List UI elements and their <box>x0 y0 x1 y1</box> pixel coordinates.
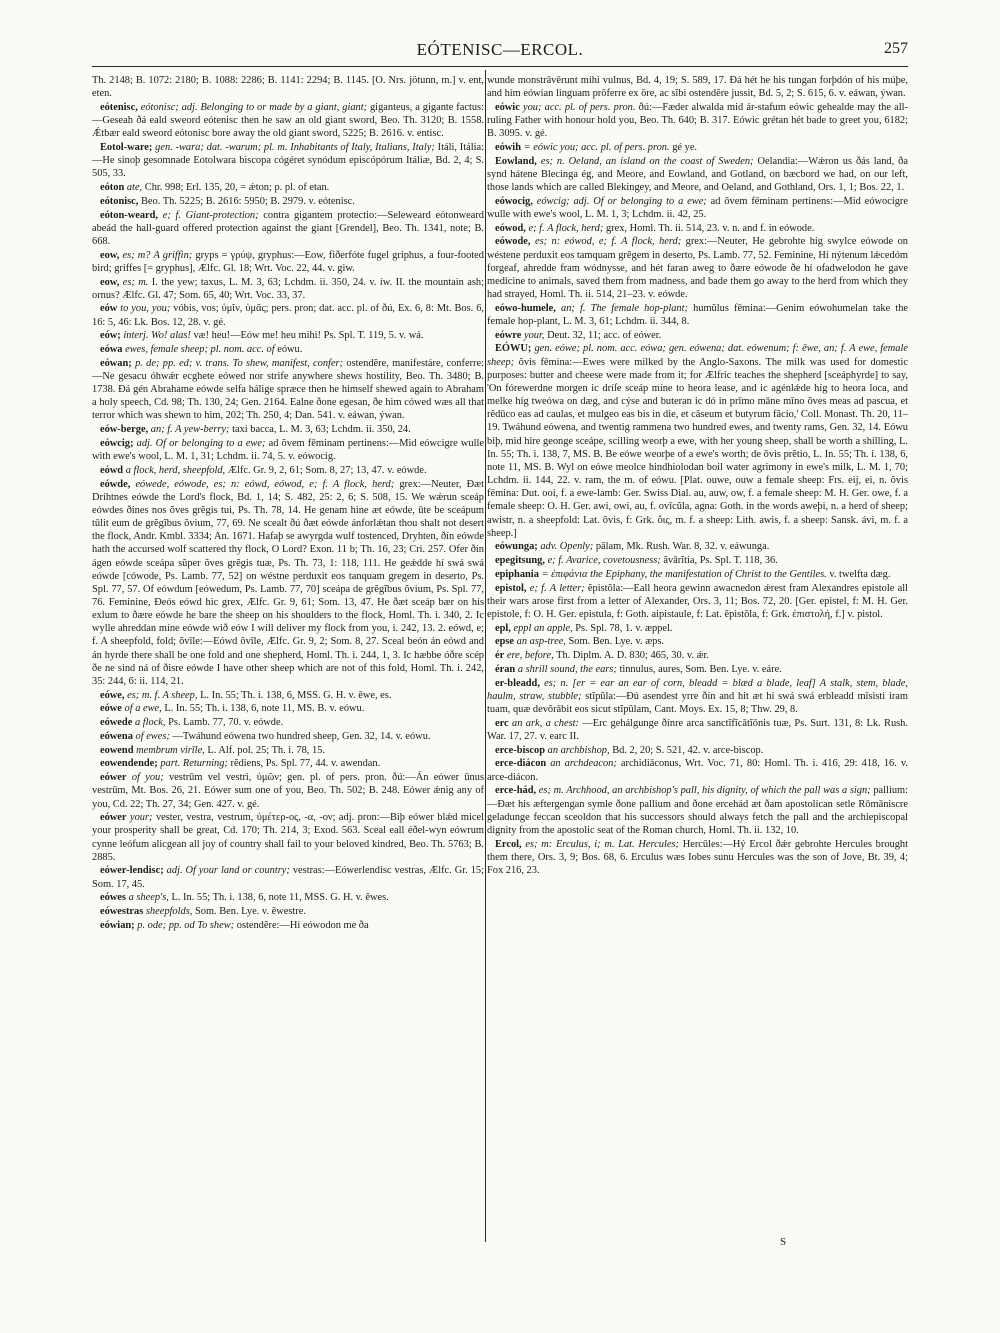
dictionary-entry <box>92 249 484 275</box>
dictionary-entry <box>487 302 908 328</box>
dictionary-entry <box>92 689 484 702</box>
entry-gloss: p. de; pp. ed; v. trans. To shew, manifest, confer; <box>135 357 344 369</box>
entry-gloss: of you; <box>131 772 164 784</box>
headword: epegitsung, <box>495 555 545 567</box>
entry-text: Th. Diplm. A. D. 830; 465, 30. v. ǽr. <box>556 650 709 662</box>
entry-gloss: of ewes; <box>135 730 170 742</box>
entry-text: vester, vestra, vestrum, ὑμέτερ-ος, -α, -ον; adj. pron:—Biþ eówer blǽd micel your prosperity shall be great, Cd. 170; Th. 214, 3; Exod. 563. Sceal eall éðel-wyn eówrum cynne leófum alicgean all joy of country shall fail to your beloved kindred, Beo. Th. 5763; B. 2885. <box>92 812 484 863</box>
entry-text: Th. 2148; B. 1072: 2180; B. 1088: 2286; B. 1141: 2294; B. 1145. [O. Nrs. jötunn, m.] v. ent, eten. <box>92 75 484 100</box>
entry-gloss: es; m. Archhood, an archbishop's pall, his dignity, of which the pall was a sign; <box>538 785 871 797</box>
entry-text: I. the yew; taxus, L. M. 3, 63; Lchdm. ii. 350, 24. v. íw. II. the mountain ash; ornus? Ælfc. Gl. 47; Som. 65, 40; Wrt. Voc. 33, 37. <box>92 276 484 301</box>
headword: eótenisc, <box>100 101 138 113</box>
dictionary-entry <box>487 744 908 757</box>
dictionary-entry <box>92 209 484 248</box>
headword: eów-berge, <box>100 424 149 436</box>
entry-text: v. twelfta dæg. <box>829 568 891 580</box>
entry-gloss: interj. Wo! alas! <box>123 330 191 342</box>
headword: eówer <box>100 772 127 784</box>
headword: eów; <box>100 330 121 342</box>
entry-text: ostendĕre, manifestáre, conferre:—Ne gesacu óhwǽr ecghete eówed nor strife anywhere shews hostility, Beo. Th. 3480; B. 1738. Ðá gén Abrahame eówde selfa hálige spræce then he himself shewed again to Abraham a holy speech, Cd. 98; Th. 130, 24; Gen. 2164. Ealne ðone egesan, ðe him cówed wæs all that terror which was shewn to him, 202; Th. 250, 4; Dan. 541. v. eáwan, ýwan. <box>92 357 484 422</box>
dictionary-entry <box>487 329 908 342</box>
entry-gloss: an ark, a chest: <box>512 717 579 729</box>
dictionary-entry <box>487 717 908 743</box>
dictionary-entry <box>487 342 908 539</box>
entry-gloss: sheepfolds, <box>145 906 193 918</box>
entry-text: L. In. 55; Th. i. 138, 6, note 11, MSS. G. H. v. ēwes. <box>171 892 389 904</box>
headword: eóton-weard, <box>100 209 159 221</box>
entry-text: ĕpistŏla:—Eall heora gewinn awacnedon ǽrest fram Alexandres epistole all their wars arose first from a letter of Alexander, Ors. 3, 11; Bos. 72, 20. [Ger. epistel, f: M. H. Ger. epistole, f: O. H. Ger. epistula, f: Goth. aipistaule, f: Lat. ĕpistŏla, f: Grk. ἐπιστολή, f.] v. pistol. <box>487 582 908 620</box>
left-column <box>92 74 484 1244</box>
dictionary-entry <box>92 357 484 423</box>
headword: Eowland, <box>495 155 537 167</box>
headword: eowendende; <box>100 758 158 770</box>
entry-gloss: a flock, herd, sheepfold, <box>125 464 226 476</box>
headword: erce-hád, <box>495 785 537 797</box>
entry-gloss: to you, you; <box>120 303 171 315</box>
page-number: 257 <box>884 40 908 57</box>
headword: eówunga; <box>495 541 538 553</box>
entry-text: tinnulus, aures, Som. Ben. Lye. v. eáre. <box>619 663 782 675</box>
dictionary-entry <box>487 554 908 567</box>
entry-text: —Erc gehálgunge ðínre arca sanctĭfĭcātĭōnis tuæ, Ps. Surt. 131, 8: Lk. Rush. War. 17, 27. v. earc II. <box>487 717 908 742</box>
entry-text: Chr. 998; Erl. 135, 20, = ǽton; p. pl. of etan. <box>144 182 330 194</box>
dictionary-entry <box>92 744 484 757</box>
dictionary-entry <box>92 101 484 140</box>
entry-gloss: eówede, eówode, es; n: eówd, eówod, e; f. A flock, herd; <box>135 478 395 490</box>
headword: erce-diácon <box>495 758 547 770</box>
entry-text: pālam, Mk. Rush. War. 8, 32. v. eáwunga. <box>595 541 770 553</box>
headword: éran <box>495 663 516 675</box>
dictionary-entry <box>92 864 484 890</box>
headword: eówes <box>100 892 126 904</box>
dictionary-entry <box>487 635 908 648</box>
dictionary-entry <box>487 677 908 716</box>
entry-text: Hercūles:—Hý Ercol ðǽr gebrohte Hercules brought them there, Ors. 3, 9; Bos. 68, 6. Erculus wæs Iobes sunu Hercules was the son of Jove, Bt. 39, 4; Fox 216, 23. <box>487 838 908 876</box>
dictionary-entry <box>487 235 908 301</box>
headword: epiphania <box>495 568 539 580</box>
entry-text: væ! heu!—Eów me! heu mihi! Ps. Spl. T. 119, 5. v. wá. <box>193 330 424 342</box>
entry-gloss: gen. -wara; dat. -warum; pl. m. Inhabitants of Italy, Italians, Italy; <box>155 141 435 153</box>
dictionary-entry <box>487 582 908 621</box>
entry-text: Ælfc. Gr. 9, 2, 61; Som. 8, 27; 13, 47. v. eówde. <box>227 464 427 476</box>
headword: eówode, <box>495 236 531 248</box>
headword: eówede <box>100 717 133 729</box>
entry-gloss: es; m. f. A sheep, <box>127 689 198 701</box>
headword: eówre <box>495 329 522 341</box>
dictionary-entry <box>92 757 484 770</box>
headword: eówd <box>100 464 124 476</box>
entry-text: rĕdiens, Ps. Spl. 77, 44. v. awendan. <box>230 758 381 770</box>
dictionary-entry <box>487 222 908 235</box>
entry-text: gryps = γρύψ, gryphus:—Eow, fiðerfóte fugel griphus, a four-footed bird; griffes [= gryphus], Ælfc. Gl. 18; Wrt. Voc. 22, 44. v. giw. <box>92 249 484 274</box>
entry-gloss: es; m. <box>122 276 149 288</box>
headword: erc <box>495 717 509 729</box>
entry-text: —Twáhund eówena two hundred sheep, Gen. 32, 14. v. eówu. <box>172 730 431 742</box>
entry-text: Deut. 32, 11; acc. of eówer. <box>547 329 662 341</box>
entry-text: wunde monstrāvērunt mihi vulnus, Bd. 4, 19; S. 589, 17. Ðá hét he his tungan forþdón of his múþe, and him eówian linguam prōferre ex ōre, ac sĭbi ostendĕre jussit, Bd. 5, 2; S. 615, 6. v. eáwan, ýwan. <box>487 75 908 100</box>
dictionary-entry <box>487 757 908 783</box>
entry-gloss: you; acc. pl. of pers. pron. <box>523 101 636 113</box>
dictionary-entry <box>92 195 484 208</box>
signature-mark: S <box>780 1236 787 1248</box>
entry-text: L. Alf. pol. 25; Th. i. 78, 15. <box>207 744 325 756</box>
headword: er-bleadd, <box>495 677 540 689</box>
headword: eówa <box>100 344 123 356</box>
entry-text: vestras:—Eówerlendisc vestras, Ælfc. Gr. 15; Som. 17, 45. <box>92 865 484 890</box>
headword: erce-biscop <box>495 744 546 756</box>
entry-text: Oelandia:—Wǽron us ðás land, ða synd hátene Blecinga ég, and Meore, and Eowland, and Gotland, on bæcbord we had, on our left, those lands which are called Blekingey, and Meore, and Oeland, and Gothland, Ors. 1, 1; Bos. 22, 1. <box>487 155 908 194</box>
entry-text: ostendĕre:—Hí eówodon me ða <box>236 919 369 931</box>
headword: eow, <box>100 249 120 261</box>
entry-text: Ps. Spl. 78, 1. v. æppel. <box>575 622 673 634</box>
entry-text: ðú:—Fæder alwalda mid ár-stafum eówic gehealde may the all-ruling Father with honour hold you, Beo. Th. 640; B. 317. Eówic grétan hét bade to greet you, 6182; B. 3095. v. gé. <box>487 101 908 140</box>
headword: eowend <box>100 744 134 756</box>
dictionary-entry <box>92 276 484 302</box>
entry-text: grex:—Neuter, Ðæt Drihtnes eówde the Lord's flock, Bd. 1, 14; S. 482, 25: 2, 6; S. 508, 15. We wǽrun sceáp eówdes ðínes nos ŏves grĕgis tui, Ps. Th. 78, 14. He genam hine æt eówde, ūte be sceápum tūlit eum de grĕgĭbus ŏvium, 77, 69. Ne scealt ðú ðæt eówde ánforlǽtan thou shalt not desert the flock, Andr. Kmbl. 3334; An. 1671. Hafaþ se awyrgda wulf tostenced, Dryhten, ðín eówde hath the accursed wolf scattered thy flock, O Lord? Exon. 11 b; Th. 16, 23; Cri. 257. Ofer ðín ágen eówde sceápa sŭper ŏves grĕgis tuæ, Ps. Th. 73, 1: 118, 111. He geǽdde hí swá swá eówde [cówode, Ps. Lamb. 77, 52] on wéstne perduxit eos tanquam gregem in deserto, Ps. Spl. 77, 57. Of eówdum [eówedum, Ps. Lamb. 77, 70] sceápa de grĕgĭbus ŏvium, Ps. Spl. 77, 76. Feminine, Ðeós eówd hic grex, Ælfc. Gr. 9, 61; Som. 13, 47. He ðæt sceáp bær on his exlum to ðære eówde he bare the sheep on his shoulders to the flock, Homl. Th. i. 340, 2. Ic wylle ahreddan míne eówde wið eów I will deliver my flock from you, i. 242, 13. 2. eówd, e; f. A sheepfold, fold; ŏvīle:—Eówd ŏvīle, Ælfc. Gr. 9, 2; Som. 8, 27. Sceal beón án eówd and án hyrde there shall be one fold and one shepherd, Homl. Th. i. 244, 1, 3. Ic hæbbe óðre scép ðe ne sind ná of ðisre eówde I have other sheep which are not of this fold, Homl. Th. i. 242, 35: 244, 6: ii. 114, 21. <box>92 478 484 687</box>
entry-text: vóbis, vos; ὑμῖν, ὑμᾶς; pers. pron; dat. acc. pl. of ðú, Ex. 6, 8: Mt. Bos. 6, 16: 5, 46: Lk. Bos. 12, 28. v. gé. <box>92 303 484 328</box>
entry-text: gé ye. <box>672 141 698 153</box>
headword: eówian; <box>100 919 135 931</box>
right-column <box>487 74 908 1244</box>
entry-text: taxi bacca, L. M. 3, 63; Lchdm. ii. 350, 24. <box>232 424 411 436</box>
entry-gloss: your, <box>523 329 545 341</box>
entry-text: giganteus, a gigante factus:—Geseah ðá eald sweord eótenisc then he saw an old giant sword, Beo. Th. 3120; B. 1558. Ǽtbær eald sweord eótonisc bore away the old giant sword, 5225; B. 2616. v. entisc. <box>92 101 484 140</box>
entry-text: L. In. 55; Th. i. 138, 6, MSS. G. H. v. ēwe, es. <box>200 689 392 701</box>
headword: eówan; <box>100 357 132 369</box>
entry-text: grex:—Neuter, He gebrohte híg swylce eówode on wéstene perduxit eos tamquam grĕgem in deserto, Ps. Lamb. 77, 52. Feminine, Hí nýtenum lǽcedóm forgeaf, ahredde fram wódnysse, and hét faran aweg to ðære eówode ðe hí ofadwelodon he gave medicine to animals, saved them from madness, and bade them go away to the herd from which they had strayed, Homl. Th. ii. 514, 21–23. v. eówde. <box>487 236 908 301</box>
headword: eówocig, <box>495 195 533 207</box>
entry-gloss: = ἐπιφάνια the Epiphany, the manifestation of Christ to the Gentiles. <box>541 568 827 580</box>
entry-text: ad ŏvem fēminam pertinens:—Mid eówcigre wulle with ewe's wool, L. M. 1, 31; Lchdm. ii. 74, 5. v. eówocig. <box>92 437 484 463</box>
dictionary-entry <box>487 784 908 837</box>
dictionary-entry <box>92 437 484 463</box>
entry-gloss: es; n. Oeland, an island on the coast of Sweden; <box>540 155 754 167</box>
entry-text: grex, Homl. Th. ii. 514, 23. v. n. and f. in eówode. <box>605 222 815 234</box>
entry-gloss: of a ewe, <box>124 703 162 715</box>
dictionary-entry <box>92 478 484 689</box>
dictionary-entry <box>92 329 484 342</box>
headword: epistol, <box>495 582 527 594</box>
dictionary-entry <box>92 702 484 715</box>
entry-gloss: adj. Of your land or country; <box>166 865 290 877</box>
entry-gloss: es; m: Erculus, i; m. Lat. Hercules; <box>525 838 679 850</box>
headword: EÓWU; <box>495 343 532 355</box>
page-header <box>92 40 908 67</box>
entry-text: Bd. 2, 20; S. 521, 42. v. arce-biscop. <box>612 744 764 756</box>
headword: ér <box>495 650 505 662</box>
entry-text: contra gigantem protectio:—Seleweard eótonweard abeád the hall-guard offered protection against the giant [Grendel], Beo. Th. 1341, note; B. 668. <box>92 209 484 247</box>
entry-gloss: an; f. The female hop-plant; <box>561 302 688 314</box>
entry-text: L. In. 55; Th. i. 138, 6, note 11, MS. B. v. eówu. <box>164 703 365 715</box>
entry-gloss: es; m? A griffin; <box>122 249 193 261</box>
entry-text: Som. Ben. Lye. v. ēwestre. <box>194 906 306 918</box>
dictionary-entry <box>487 663 908 676</box>
dictionary-entry <box>487 568 908 581</box>
headword: epl, <box>495 622 511 634</box>
headword: eówod, <box>495 222 526 234</box>
dictionary-entry <box>92 891 484 904</box>
entry-text: Ps. Lamb. 77, 70. v. eówde. <box>168 717 284 729</box>
entry-text: Som. Ben. Lye. v. æps. <box>568 636 664 648</box>
dictionary-entry <box>487 540 908 553</box>
entry-gloss: e; f. Giant-protection; <box>162 209 259 221</box>
entry-gloss: es; n. [er = ear an ear of corn, bleadd = blæd a blade, leaf] A stalk, stem, blade, haulm, straw, stubble; <box>487 677 908 702</box>
entry-gloss: ate, <box>126 182 143 194</box>
entry-text: pallium:—Ðæt his æftergengan symle ðone pallium and ðone ercehád æt ðam apostolícan setle Rōmāniscre geladunge feccan sceoldon that his successors should always fetch the pall and the archiepiscopal dignity from the apostolic seat of the Roman church, Homl. Th. ii. 132, 10. <box>487 785 908 836</box>
headword: epse <box>495 636 515 648</box>
headword: eówe <box>100 703 122 715</box>
headword: eówih <box>495 141 521 153</box>
dictionary-entry <box>487 141 908 154</box>
entry-gloss: gen. eówe; pl. nom. acc. eówa; gen. eówena; dat. eówenum; f: ēwe, an; f. A ewe, female sheep; <box>487 343 908 368</box>
entry-gloss: an asp-tree, <box>516 636 566 648</box>
entry-gloss: a flock, <box>134 717 166 729</box>
headword: eówo-humele, <box>495 302 556 314</box>
entry-text: archidiāconus, Wrt. Voc. 71, 80: Homl. Th. i. 416, 29: 418, 16. v. arce-diácon. <box>487 758 908 783</box>
dictionary-entry <box>92 919 484 932</box>
dictionary-entry <box>92 181 484 194</box>
dictionary-entry <box>92 74 484 100</box>
headword: eówena <box>100 730 133 742</box>
dictionary-entry <box>487 838 908 877</box>
dictionary-entry <box>487 74 908 100</box>
entry-text: ŏvis fēmina:—Ewes were milked by the Anglo-Saxons. The milk was used for domestic purposes: butter and cheese were made from it; for Ælfric teaches the shepherd [sceáphyrde] to say, 'On fórewerdne morgen ic dríſe sceáp míne to heora lease, and ic agénlǽde híg to heora loca, and melke híg tweówa on dæg, and cýse and buteran ic dó in prīmo māne mīno ŏves meas ad pascua, et rĕdūco eas ad caulas, et mulgeo eas bis in die, et cāseum et butyrum făcio,' Coll. Monast. Th. 20, 11–19. Twáhund eówena, and twentig rammena two hundred ewes, and twenty rams, Gen. 32, 14. Eówu biþ, mid hire geonge sceápe, scilling weorþ a ewe, with her young sheep, shall be worth a shilling, L. In. 55; Th. i. 138, 7, MS. B. Be eówe weorþe of a ewe's worth; de ŏvis prĕtio, L. In. 55; Th. i. 138, 6, note 11, MS. B. Wyl on eówe meolce hindhiolodan boil water agrimony in ewe's milk, L. M. 1, 70; Lchdm. ii. 144, 22. v. ram, the m. of eówu. [Plat. ouwe, ouw a female sheep: Frs. eij, ei, n. ŏvis fēmina: Dut. ooi, f. a ewe-lamb: Ger. Swiss Dial. au, auw, ow, f. a female sheep: M. H. Ger. owe, f. a female sheep: O. H. Ger. awi, owi, au, f. ovīcŭla, agna: Goth. in the words aweþi, n. a herd of sheep; awistr, n. a sheepfold: Lat. ŏvis, f: Grk. ὄις, m. f. a sheep: Lith. awis, f. a sheep: Sansk. ávi, m. f. a sheep.] <box>487 356 908 539</box>
entry-gloss: ewes, female sheep; pl. nom. acc. of <box>125 344 275 356</box>
entry-gloss: ere, before, <box>506 650 554 662</box>
dictionary-entry <box>487 155 908 194</box>
entry-gloss: e; f. A flock, herd; <box>528 222 604 234</box>
dictionary-entry <box>92 905 484 918</box>
entry-gloss: e; f. Avarice, covetousness; <box>547 555 661 567</box>
entry-text: ăvārĭtia, Ps. Spl. T. 118, 36. <box>663 555 778 567</box>
headword: eówcig; <box>100 437 134 449</box>
entry-gloss: eppl an apple, <box>513 622 573 634</box>
dictionary-entry <box>92 343 484 356</box>
running-head: EÓTENISC—ERCOL. <box>416 40 584 59</box>
entry-gloss: an archdeacon; <box>550 758 617 770</box>
dictionary-entry <box>92 423 484 436</box>
entry-gloss: membrum virīle, <box>136 744 205 756</box>
entry-gloss: your; <box>129 812 153 824</box>
entry-gloss: adv. Openly; <box>540 541 594 553</box>
dictionary-entry <box>487 195 908 221</box>
dictionary-entry <box>92 464 484 477</box>
entry-text: stĭpŭla:—Ðú asendest yrre ðín and hit æt hí swá swá erbleadd mīsisti iram tuam, quæ devŏrābit eos sicut stĭpŭlam, Cant. Moys. Ex. 15, 8; Thw. 29, 8. <box>487 690 908 716</box>
entry-gloss: adj. Of or belonging to a ewe; <box>136 437 266 449</box>
entry-gloss: an; f. A yew-berry; <box>150 424 230 436</box>
dictionary-entry <box>92 811 484 864</box>
headword: eówde, <box>100 478 131 490</box>
entry-gloss: an archbishop, <box>547 744 610 756</box>
entry-text: vestrūm vel vestri, ὑμῶν; gen. pl. of pers. pron. ðú:—Án eówer ūnus vestrūm, Mt. Bos. 26, 21. Eówer sum one of you, Beo. Th. 502; B. 248. Eówer ǽnig any of you, Cd. 22; Th. 27, 34; Gen. 427. v. gé. <box>92 772 484 810</box>
dictionary-entry <box>92 716 484 729</box>
entry-text: Itáli, Itália:—He sinoþ gesomnade Eotolwara biscopa cógéret synódum episcópórum Itáliæ, Bd. 2, 4; S. 505, 33. <box>92 141 484 180</box>
headword: eóton <box>100 182 125 194</box>
headword: eówer <box>100 812 127 824</box>
entry-gloss: e; f. A letter; <box>529 582 585 594</box>
dictionary-entry <box>92 302 484 328</box>
headword: eów <box>100 303 118 315</box>
dictionary-entry <box>487 649 908 662</box>
dictionary-entry <box>487 622 908 635</box>
entry-gloss: eówcig; adj. Of or belonging to a ewe; <box>536 195 707 207</box>
entry-gloss: eótonisc; adj. Belonging to or made by a giant, giant; <box>140 101 368 113</box>
entry-text: ad ŏvem fēminam pertinens:—Mid eówocigre wulle with ewe's wool, L. M. 1, 3; Lchdm. ii. 42, 25. <box>487 195 908 220</box>
headword: Ercol, <box>495 838 522 850</box>
entry-gloss: a shrill sound, the ears; <box>517 663 617 675</box>
entry-gloss: = eówic you; acc. pl. of pers. pron. <box>523 141 670 153</box>
headword: eówe, <box>100 689 125 701</box>
headword: eówic <box>495 101 520 113</box>
headword: eow, <box>100 276 120 288</box>
entry-gloss: es; n: eówod, e; f. A flock, herd; <box>534 236 682 248</box>
entry-gloss: part. Returning; <box>160 758 228 770</box>
headword: eówer-lendisc; <box>100 865 164 877</box>
headword: Eotol-ware; <box>100 141 153 153</box>
dictionary-entry <box>92 730 484 743</box>
entry-gloss: a sheep's, <box>128 892 169 904</box>
entry-gloss: p. ode; pp. od To shew; <box>137 919 235 931</box>
headword: eówestras <box>100 906 144 918</box>
column-divider <box>485 70 486 1242</box>
entry-text: eówu. <box>277 344 303 356</box>
entry-text: Beo. Th. 5225; B. 2616: 5950; B. 2979. v. eótenisc. <box>141 195 355 207</box>
dictionary-entry <box>92 771 484 810</box>
dictionary-entry <box>92 141 484 180</box>
dictionary-entry <box>487 101 908 140</box>
entry-text: humŭlus fēmina:—Genim eówohumelan take the female hop-plant, L. M. 3, 61; Lchdm. ii. 344, 8. <box>487 302 908 327</box>
headword: eótonisc, <box>100 195 139 207</box>
